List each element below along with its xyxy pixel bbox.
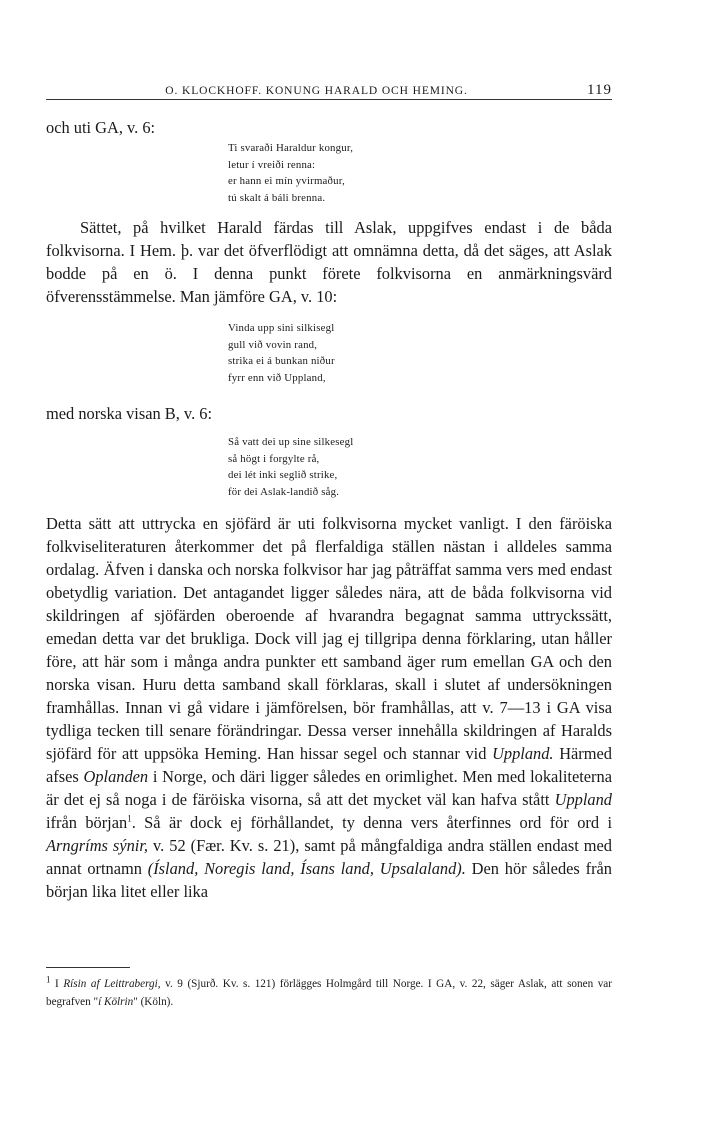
- verse-line: Ti svaraði Haraldur kongur,: [228, 142, 354, 154]
- place-name-uppland: Uppland: [554, 790, 612, 809]
- verse-line: för dei Aslak-landið såg.: [228, 485, 340, 498]
- verse-line: Så vatt dei up sine silkesegl: [228, 436, 354, 448]
- verse-block-2: [228, 320, 335, 386]
- paragraph-2: [46, 512, 612, 903]
- running-head: O. KLOCKHOFF. KONUNG HARALD OCH HEMING.: [165, 85, 468, 97]
- place-name-uppland: Uppland.: [492, 744, 554, 763]
- verse-line: så högt i forgylte rå,: [228, 452, 320, 465]
- page-number: 119: [587, 82, 612, 98]
- paragraph-2-text: . Så är dock ej förhållandet, ty denna vers återfinnes ord för ord i: [131, 813, 612, 832]
- paragraph-2-text: ifrån början: [46, 813, 128, 832]
- footnote-mark: 1: [46, 974, 51, 985]
- verse-line: strika ei á bunkan niður: [228, 355, 335, 368]
- verse-line: fyrr enn við Uppland,: [228, 371, 326, 384]
- place-name-kolrin: í Kölrin: [98, 995, 134, 1008]
- verse-line: er hann ei mín yvirmaður,: [228, 175, 346, 188]
- place-name-oplanden: Oplanden: [83, 767, 149, 786]
- verse-line: gull við vovin rand,: [228, 338, 318, 351]
- place-name-list: (Ísland, Noregis land, Ísans land, Upsalaland).: [147, 859, 466, 878]
- intro-line-2: med norska visan B, v. 6:: [46, 404, 213, 423]
- header-rule: [46, 99, 612, 100]
- paragraph-1: [46, 216, 612, 308]
- work-title-risin: Rísin af Leittrabergi,: [63, 978, 161, 990]
- paragraph-2-text: v. 52 (Fær. Kv. s. 21), samt på mångfaldiga andra ställen endast med annat ortnamn: [46, 836, 612, 878]
- paragraph-2-text: Den hör således från början lika litet eller lika: [46, 859, 613, 901]
- paragraph-1-text: Sättet, på hvilket Harald färdas till Aslak, uppgifves endast i de båda folkvisorna. I Hem. þ. var det öfverflödigt att omnämna detta, då det säges, att Aslak bodde på en ö. I denna punkt förete folkvisorna en anmärkningsvärd öfverensstämmelse. Man jämföre GA, v. 10:: [46, 218, 612, 306]
- verse-line: dei lét inki seglið strike,: [228, 469, 338, 482]
- verse-block-1: [228, 140, 353, 206]
- verse-block-3: [228, 434, 353, 500]
- footnote: [46, 976, 612, 1011]
- footnote-rule: [46, 967, 130, 968]
- verse-line: Vinda upp sini silkisegl: [228, 322, 335, 334]
- footnote-text: I: [50, 978, 59, 990]
- verse-line: letur í vreiði renna:: [228, 158, 316, 171]
- verse-line: tú skalt á báli brenna.: [228, 191, 326, 204]
- footnote-reference: 1: [127, 813, 132, 824]
- paragraph-2-text: Härmed afses: [46, 744, 612, 786]
- intro-line-1: och uti GA, v. 6:: [46, 118, 156, 137]
- page-header: [46, 82, 612, 99]
- work-title-arngrims-synir: Arngríms sýnir,: [46, 836, 148, 855]
- footnote-text: v. 9 (Sjurð. Kv. s. 121) förlägges Holmgård till Norge. I GA, v. 22, säger Aslak, att sonen var begrafven ": [46, 978, 612, 1008]
- paragraph-2-text: i Norge, och däri ligger således en orimlighet. Men med lokaliteterna är det ej så noga i de färöiska visorna, så att det mycket väl kan hafva stått: [46, 767, 612, 809]
- paragraph-2-text: Detta sätt att uttrycka en sjöfärd är uti folkvisorna mycket vanligt. I den färöiska folkviseliteraturen återkommer det på flerfaldiga ställen nästan i alldeles samma ordalag. Äfven i danska och norska folkvisor har jag påträffat samma vers med endast obetydlig variation. Det antagandet ligger således nära, att de båda folkvisorna vid skildringen af sjöfärden oberoende af hvarandra begagnat samma uttryckssätt, emedan detta var det brukliga. Dock vill jag ej tillgripa denna förklaring, utan håller före, att här som i många andra punkter ett samband äger rum emellan GA och den norska visan. Huru detta samband skall förklaras, skall i slutet af undersökningen framhållas. Innan vi gå vidare i jämförelsen, bör framhållas, att v. 7—13 i GA visa tydliga tecken till senare förändringar. Dessa verser innehålla skildringen af Haralds sjöfärd för att uppsöka Heming. Han hissar segel och stannar vid: [46, 514, 612, 763]
- footnote-text: " (Köln).: [133, 995, 174, 1008]
